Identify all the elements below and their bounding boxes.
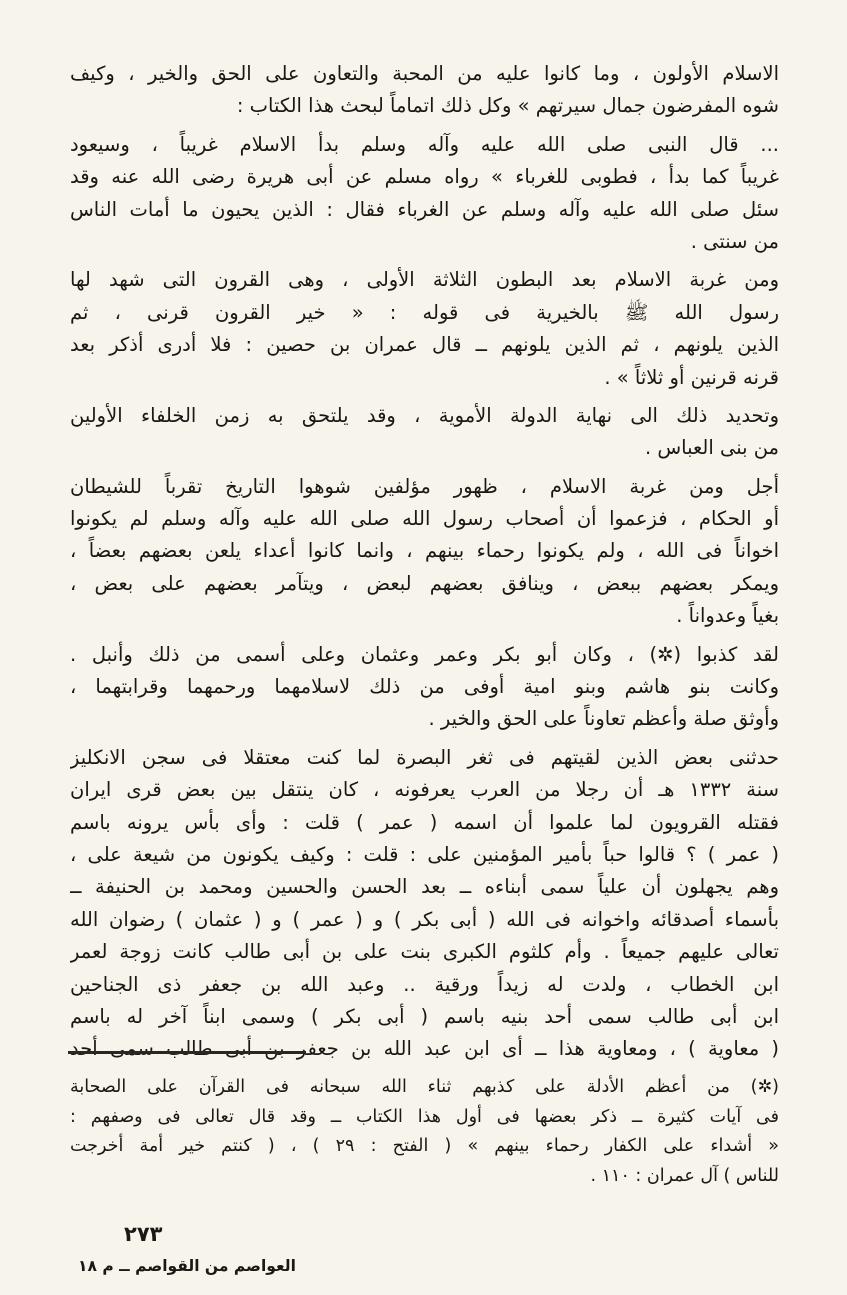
text-line: اخواناً فى الله ، ولم يكونوا رحماء بينهم ، وانما كانوا أعداء يلعن بعضهم بعضاً ،	[70, 539, 779, 563]
text-line: الاسلام الأولون ، وما كانوا عليه من المحبة والتعاون على الحق والخير ، وكيف	[70, 62, 779, 85]
text-line: وكانت بنو هاشم وبنو امية أوفى من ذلك لاسلامهما ورحمهما وقرابتهما ،	[70, 675, 779, 699]
main-text	[70, 58, 779, 1066]
text-line: فقتله القرويون لما علموا أن اسمه ( عمر ) قلت : وأى بأس يرونه باسم	[70, 810, 779, 834]
footnote-line: « أشداء على الكفار رحماء بينهم » ( الفتح : ٢٩ ) ، ( كنتم خير أمة أخرجت	[70, 1136, 779, 1156]
text-line: تعالى عليهم جميعاً . وأم كلثوم الكبرى بنت على بن أبى طالب كانت زوجة لعمر	[70, 940, 779, 964]
paragraph	[70, 264, 779, 394]
text-line: بغياً وعدواناً .	[676, 604, 779, 628]
text-line: ابن الخطاب ، ولدت له زيداً ورقية .. وعبد الله بن جعفر ذى الجناحين	[70, 972, 779, 996]
text-line: وهم يجهلون أن علياً سمى أبناءه ــ بعد الحسن والحسين ومحمد بن الحنيفة ــ	[70, 875, 779, 899]
footnote-line: (✲) من أعظم الأدلة على كذبهم ثناء الله سبحانه فى القرآن على الصحابة	[70, 1077, 779, 1097]
text-line: شوه المفرضون جمال سيرتهم » وكل ذلك اتماماً لبحث هذا الكتاب :	[236, 94, 779, 118]
text-line: رسول الله ﷺ بالخيرية فى قوله : « خير القرون قرنى ، ثم	[70, 300, 779, 324]
page-number: ٢٧٣	[124, 1222, 163, 1246]
text-line: أو الحكام ، فزعموا أن أصحاب رسول الله صلى الله عليه وآله وسلم لم يكونوا	[70, 507, 779, 531]
paragraph	[70, 129, 779, 259]
paragraph	[70, 400, 779, 465]
text-line: سئل صلى الله عليه وآله وسلم عن الغرباء فقال : الذين يحيون ما أمات الناس	[70, 197, 779, 221]
text-line: أجل ومن غربة الاسلام ، ظهور مؤلفين شوهوا التاريخ تقرباً للشيطان	[70, 474, 779, 498]
text-line: سنة ١٣٣٢ هـ أن رجلا من العرب يعرفونه ، كان ينتقل بين بعض قرى ايران	[70, 778, 779, 802]
running-footer: العواصم من القواصم ــ م ١٨	[78, 1257, 296, 1275]
text-line: وتحديد ذلك الى نهاية الدولة الأموية ، وقد يلتحق به زمن الخلفاء الأولين	[70, 403, 779, 427]
footnote-divider	[68, 1051, 306, 1054]
footnote-line: للناس ) آل عمران : ١١٠ .	[590, 1165, 779, 1186]
text-line: ... قال النبى صلى الله عليه وآله وسلم بدأ الاسلام غريباً ، وسيعود	[70, 132, 779, 156]
paragraph	[70, 58, 779, 123]
paragraph	[70, 742, 779, 1066]
text-line: من سنتى .	[690, 229, 779, 253]
text-line: ابن أبى طالب سمى أحد بنيه باسم ( أبى بكر ) وسمى ابناً آخر له باسم	[70, 1004, 779, 1028]
footnote	[70, 1073, 779, 1191]
paragraph	[70, 639, 779, 736]
text-line: الذين يلونهم ، ثم الذين يلونهم ــ قال عمران بن حصين : فلا أدرى أذكر بعد	[70, 333, 779, 357]
text-line: ويمكر بعضهم ببعض ، وينافق بعضهم لبعض ، ويتآمر بعضهم على بعض ،	[70, 571, 779, 595]
text-line: وأوثق صلة وأعظم تعاوناً على الحق والخير .	[428, 707, 779, 731]
footnote-line: فى آيات كثيرة ــ ذكر بعضها فى أول هذا الكتاب ــ وقد قال تعالى فى وصفهم :	[70, 1106, 779, 1127]
text-line: غريباً كما بدأ ، فطوبى للغرباء » رواه مسلم عن أبى هريرة رضى الله عنه وقد	[70, 165, 779, 189]
text-line: ( عمر ) ؟ قالوا حباً بأمير المؤمنين على : قلت : وكيف يكونون من شيعة على ،	[70, 842, 779, 866]
text-line: ( معاوية ) ، ومعاوية هذا ــ أى ابن عبد الله بن جعفر بن أبى طالب سمى أحد	[70, 1037, 779, 1061]
text-line: قرنه قرنين أو ثلاثاً » .	[604, 365, 779, 389]
text-line: ومن غربة الاسلام بعد البطون الثلاثة الأولى ، وهى القرون التى شهد لها	[70, 268, 779, 292]
text-line: بأسماء أصدقائه واخوانه فى الله ( أبى بكر ) و ( عمر ) و ( عثمان ) رضوان الله	[70, 907, 779, 931]
text-line: لقد كذبوا (✲) ، وكان أبو بكر وعمر وعثمان وعلى أسمى من ذلك وأنبل .	[70, 642, 779, 666]
text-line: من بنى العباس .	[644, 436, 779, 460]
text-line: حدثنى بعض الذين لقيتهم فى ثغر البصرة لما كنت معتقلا فى سجن الانكليز	[70, 745, 779, 769]
paragraph	[70, 471, 779, 633]
